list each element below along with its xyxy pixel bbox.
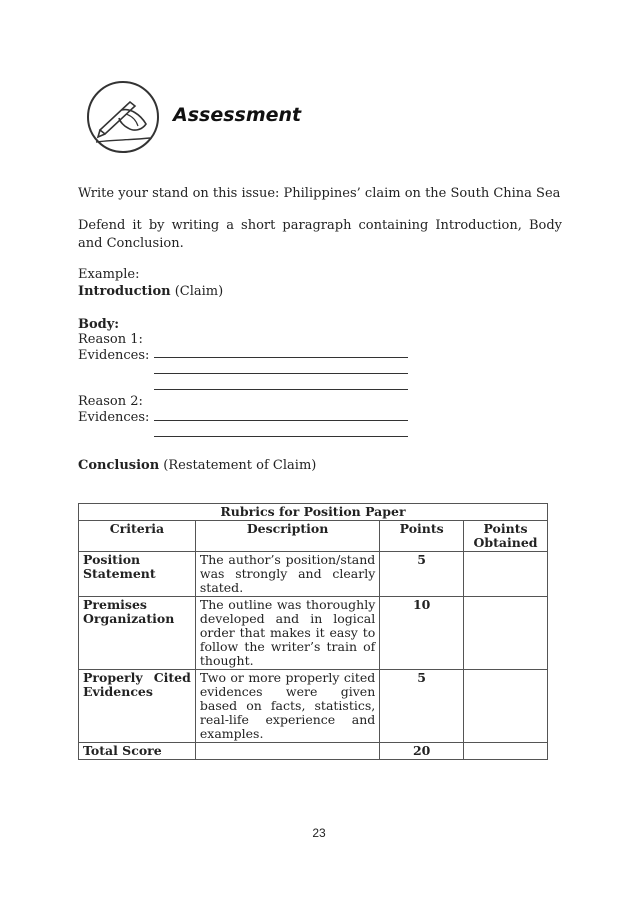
total-points: 20 [380, 743, 464, 760]
example-label: Example: [78, 267, 140, 282]
row-description: Two or more properly cited evidences were given based on facts, statistics, real-life experience and examples. [195, 670, 379, 743]
reason-2-label: Reason 2: [78, 394, 143, 409]
row-criteria: Premises Organization [79, 597, 196, 670]
rubric-table [78, 503, 548, 760]
conclusion-line [78, 457, 562, 475]
table-row [79, 552, 548, 597]
instruction-stand: Write your stand on this issue: Philippines’ claim on the South China Sea [78, 186, 561, 201]
total-obtained-cell [464, 743, 548, 760]
page-number: 23 [312, 826, 326, 840]
page-title: Assessment [173, 104, 302, 126]
introduction-line [78, 283, 562, 301]
total-row [79, 743, 548, 760]
evidence-1-line-1 [154, 357, 408, 358]
reason-1-label: Reason 1: [78, 332, 143, 347]
introduction-label: Introduction [78, 284, 171, 299]
evidence-1-line-2 [154, 373, 408, 374]
evidence-2-line-1 [154, 420, 408, 421]
evidences-2-label: Evidences: [78, 410, 150, 425]
header-description: Description [195, 521, 379, 552]
conclusion-note: (Restatement of Claim) [159, 458, 317, 473]
conclusion-label: Conclusion [78, 458, 160, 473]
row-criteria: Position Statement [79, 552, 196, 597]
evidence-1-line-3 [154, 389, 408, 390]
row-obtained [464, 552, 548, 597]
evidence-2-line-2 [154, 436, 408, 437]
total-description-cell [195, 743, 379, 760]
header-points-obtained: Points Obtained [464, 521, 548, 552]
table-row [79, 597, 548, 670]
row-description: The author’s position/stand was strongly and clearly stated. [195, 552, 379, 597]
row-obtained [464, 597, 548, 670]
body-label: Body: [78, 317, 120, 332]
total-label: Total Score [79, 743, 196, 760]
row-obtained [464, 670, 548, 743]
row-points: 10 [380, 597, 464, 670]
table-row [79, 670, 548, 743]
row-criteria: Properly Cited Evidences [79, 670, 196, 743]
row-points: 5 [380, 552, 464, 597]
header-points: Points [380, 521, 464, 552]
instruction-defend: Defend it by writing a short paragraph containing Introduction, Body and Conclusion. [78, 218, 562, 251]
rubric-caption: Rubrics for Position Paper [79, 504, 548, 521]
rubric-header-row [79, 521, 548, 552]
hand-writing-icon [86, 80, 160, 154]
introduction-note: (Claim) [170, 284, 224, 299]
header-criteria: Criteria [79, 521, 196, 552]
row-points: 5 [380, 670, 464, 743]
row-description: The outline was thoroughly developed and in logical order that makes it easy to follow the writer’s train of thought. [195, 597, 379, 670]
evidences-1-label: Evidences: [78, 348, 150, 363]
